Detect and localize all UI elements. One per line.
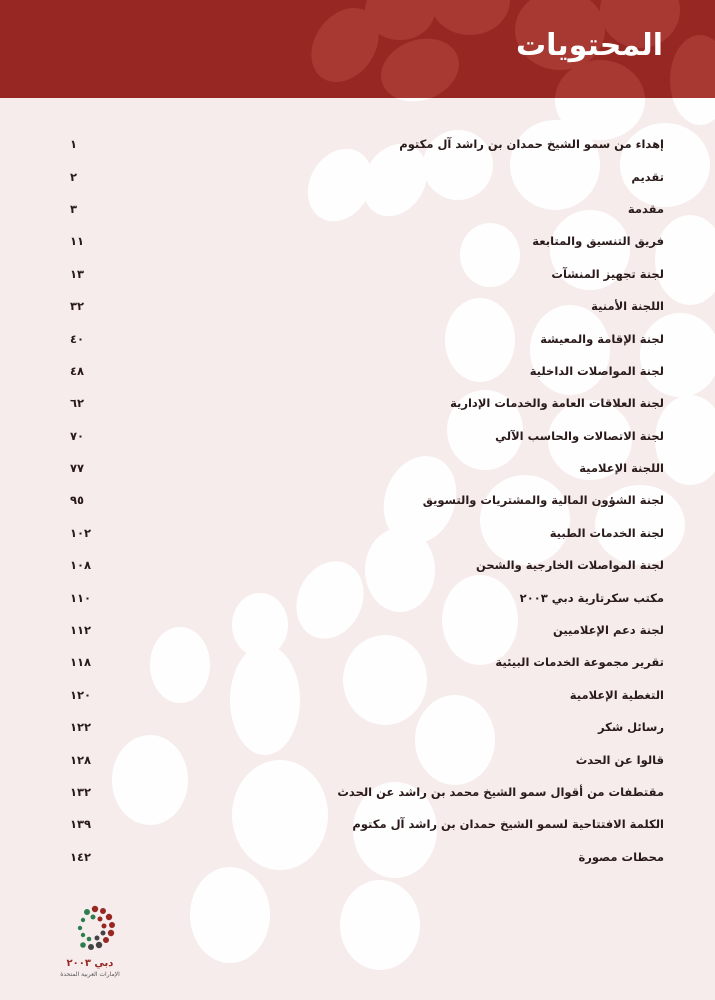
- toc-entry-title: لجنة الشؤون المالية والمشتريات والتسويق: [422, 493, 664, 508]
- toc-entry[interactable]: [70, 258, 664, 290]
- logo-name: دبي ٢٠٠٣: [66, 958, 114, 969]
- toc-page-number: ٣٢: [70, 299, 85, 314]
- toc-entry-title: لجنة الإقامة والمعيشة: [540, 331, 664, 346]
- toc-entry-title: إهداء من سمو الشيخ حمدان بن راشد آل مكتوم: [399, 137, 664, 152]
- toc-entry[interactable]: [70, 420, 664, 452]
- toc-entry-title: اللجنة الإعلامية: [579, 461, 664, 476]
- toc-entry-title: مقدمة: [627, 201, 664, 216]
- page-title: المحتويات: [515, 28, 663, 63]
- toc-page-number: ١٠٨: [70, 558, 92, 573]
- toc-page-number: ١٢٨: [70, 752, 92, 767]
- toc-entry-title: رسائل شكر: [598, 720, 664, 735]
- toc-page-number: ٧٧: [70, 461, 85, 476]
- toc-entry-title: تقديم: [631, 169, 664, 184]
- toc-page-number: ١: [70, 137, 78, 152]
- toc-page-number: ١٤٢: [70, 849, 92, 864]
- toc-entry[interactable]: [70, 549, 664, 581]
- toc-entry-title: محطات مصورة: [578, 849, 664, 864]
- toc-entry[interactable]: [70, 743, 664, 775]
- toc-entry[interactable]: [70, 679, 664, 711]
- toc-entry-title: اللجنة الأمنية: [591, 299, 664, 314]
- toc-entry[interactable]: [70, 387, 664, 419]
- toc-entry-title: لجنة الاتصالات والحاسب الآلي: [495, 428, 664, 443]
- table-of-contents: [70, 128, 664, 873]
- toc-entry-title: لجنة دعم الإعلاميين: [552, 623, 664, 638]
- toc-page-number: ٦٢: [70, 396, 85, 411]
- toc-entry-title: لجنة تجهيز المنشآت: [551, 266, 664, 281]
- toc-entry-title: لجنة الخدمات الطبية: [549, 525, 664, 540]
- toc-page-number: ٣: [70, 201, 78, 216]
- toc-page-number: ٤٨: [70, 363, 85, 378]
- dubai-2003-logo: [55, 900, 125, 985]
- toc-entry-title: لجنة المواصلات الخارجية والشحن: [476, 558, 664, 573]
- toc-page-number: ١٣: [70, 266, 85, 281]
- toc-entry[interactable]: [70, 160, 664, 192]
- toc-entry-title: لجنة العلاقات العامة والخدمات الإدارية: [450, 396, 664, 411]
- toc-entry[interactable]: [70, 646, 664, 678]
- toc-page-number: ٢: [70, 169, 78, 184]
- toc-entry-title: التغطية الإعلامية: [569, 687, 664, 702]
- toc-entry[interactable]: [70, 614, 664, 646]
- toc-entry-title: تقرير مجموعة الخدمات البيئية: [495, 655, 664, 670]
- logo-emblem-icon: [55, 900, 125, 960]
- toc-entry[interactable]: [70, 290, 664, 322]
- toc-entry-title: لجنة المواصلات الداخلية: [529, 363, 664, 378]
- toc-entry[interactable]: [70, 322, 664, 354]
- toc-page-number: ٧٠: [70, 428, 85, 443]
- toc-entry[interactable]: [70, 193, 664, 225]
- toc-entry[interactable]: [70, 711, 664, 743]
- toc-entry[interactable]: [70, 841, 664, 873]
- toc-page-number: ١٣٢: [70, 785, 92, 799]
- toc-page-number: ٩٥: [70, 493, 85, 508]
- toc-page-number: ١١٢: [70, 623, 92, 638]
- logo-subtitle: الإمارات العربية المتحدة: [60, 971, 120, 978]
- toc-entry[interactable]: [70, 517, 664, 549]
- toc-page-number: ٤٠: [70, 331, 85, 346]
- toc-page-number: ١٠٢: [70, 525, 92, 540]
- toc-entry[interactable]: [70, 128, 664, 160]
- toc-entry-title: مقتطفات من أقوال سمو الشيخ محمد بن راشد عن الحدث: [337, 785, 664, 799]
- toc-page-number: ١١٠: [70, 590, 92, 605]
- toc-page-number: ١١٨: [70, 655, 92, 670]
- toc-entry-title: الكلمة الافتتاحية لسمو الشيخ حمدان بن راشد آل مكتوم: [352, 817, 664, 832]
- toc-entry-title: مكتب سكرتارية دبي ٢٠٠٣: [519, 590, 664, 605]
- toc-entry[interactable]: [70, 581, 664, 613]
- toc-entry[interactable]: [70, 452, 664, 484]
- toc-entry[interactable]: [70, 484, 664, 516]
- toc-page-number: ١٢٠: [70, 687, 92, 702]
- toc-entry-title: قالوا عن الحدث: [575, 752, 664, 767]
- toc-entry[interactable]: [70, 776, 664, 808]
- toc-entry[interactable]: [70, 225, 664, 257]
- toc-page-number: ١٣٩: [70, 817, 92, 832]
- toc-entry[interactable]: [70, 808, 664, 840]
- toc-entry[interactable]: [70, 355, 664, 387]
- toc-page-number: ١١: [70, 234, 85, 249]
- toc-entry-title: فريق التنسيق والمتابعة: [532, 234, 664, 249]
- toc-page-number: ١٢٢: [70, 720, 92, 735]
- header-banner: [0, 0, 715, 98]
